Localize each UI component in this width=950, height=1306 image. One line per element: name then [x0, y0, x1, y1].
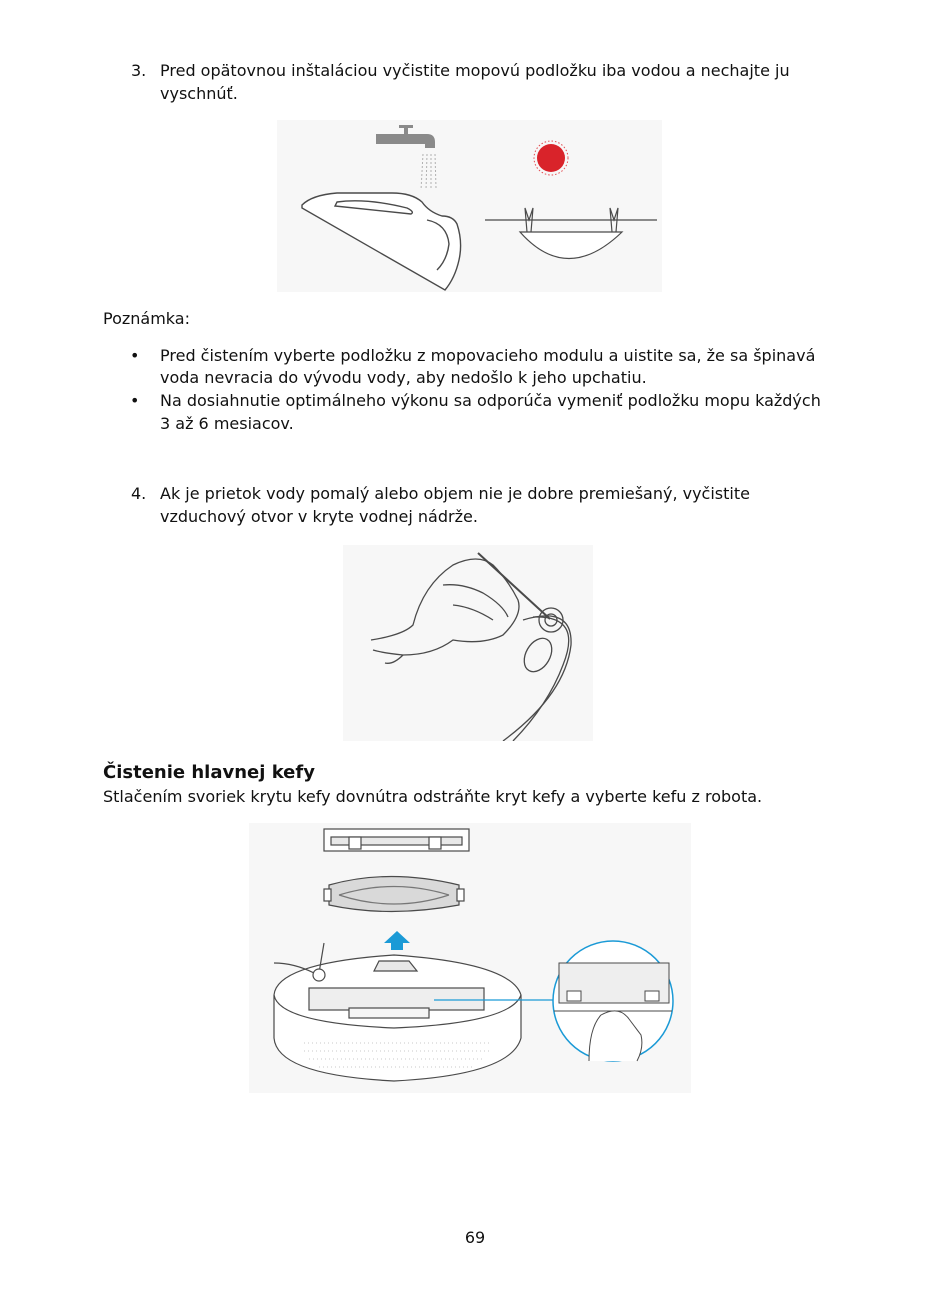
- main-brush-removal-illustration: [249, 823, 691, 1093]
- step-3-text-line2: vyschnúť.: [160, 84, 238, 103]
- step-4-number: 4.: [131, 484, 147, 503]
- mop-pad-wash-dry-illustration: [277, 120, 662, 292]
- bullet-marker: •: [130, 346, 140, 365]
- note-label: Poznámka:: [103, 309, 190, 328]
- main-brush: [324, 877, 464, 912]
- step-3-text-line1: Pred opätovnou inštaláciou vyčistite mopovú podložku iba vodou a nechajte ju: [160, 61, 790, 80]
- step-4-text-line1: Ak je prietok vody pomalý alebo objem nie je dobre premiešaný, vyčistite: [160, 484, 750, 503]
- section-heading: Čistenie hlavnej kefy: [103, 762, 315, 783]
- air-vent-cleaning-illustration: [343, 545, 593, 741]
- note-bullet-2-line1: Na dosiahnutie optimálneho výkonu sa odporúča vymeniť podložku mopu každých: [160, 391, 821, 410]
- step-4-text-line2: vzduchový otvor v kryte vodnej nádrže.: [160, 507, 478, 526]
- step-3-number: 3.: [131, 61, 147, 80]
- note-bullet-1-line1: Pred čistením vyberte podložku z mopovacieho modulu a uistite sa, že sa špinavá: [160, 346, 816, 365]
- note-bullet-2-line2: 3 až 6 mesiacov.: [160, 414, 294, 433]
- bullet-marker: •: [130, 391, 140, 410]
- brush-cover: [324, 829, 469, 851]
- note-bullet-1-line2: voda nevracia do vývodu vody, aby nedošlo k jeho upchatiu.: [160, 368, 647, 387]
- section-text: Stlačením svoriek krytu kefy dovnútra odstráňte kryt kefy a vyberte kefu z robota.: [103, 787, 763, 806]
- page-number: 69: [464, 1228, 486, 1247]
- zoom-detail-circle: [553, 941, 673, 1061]
